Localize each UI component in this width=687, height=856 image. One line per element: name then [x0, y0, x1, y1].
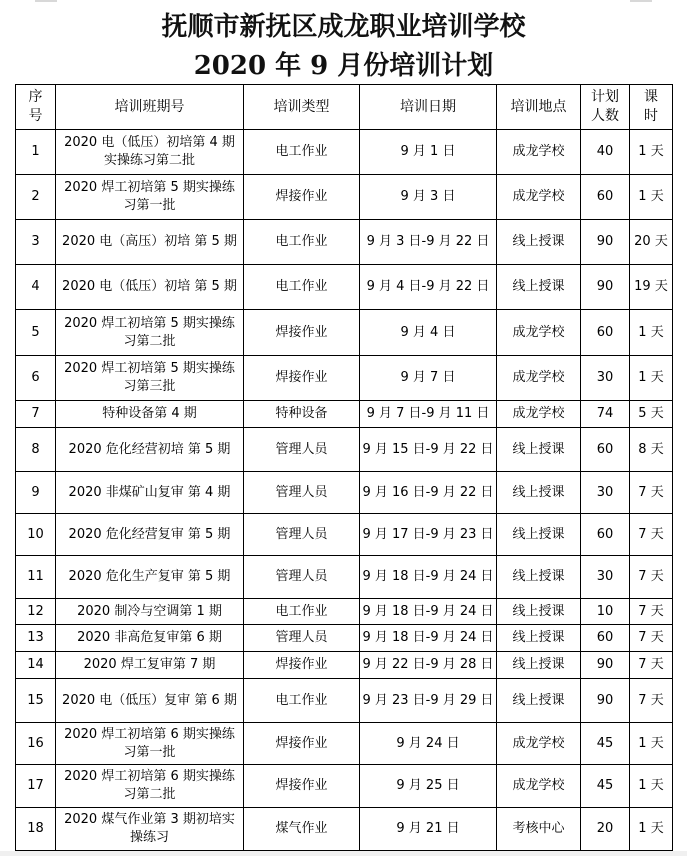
- cell-type: 电工作业: [244, 265, 360, 310]
- cell-no: 10: [16, 514, 56, 556]
- cell-duration: 1 天: [630, 765, 673, 808]
- cell-date: 9 月 24 日: [360, 723, 497, 765]
- cell-date: 9 月 22 日-9 月 28 日: [360, 652, 497, 679]
- table-row: [16, 175, 673, 220]
- training-plan-table: [15, 84, 673, 851]
- cell-duration: 7 天: [630, 514, 673, 556]
- cell-location: 成龙学校: [497, 723, 581, 765]
- cell-date: 9 月 3 日-9 月 22 日: [360, 220, 497, 265]
- cell-date: 9 月 25 日: [360, 765, 497, 808]
- cell-type: 特种设备: [244, 401, 360, 428]
- cell-type: 电工作业: [244, 599, 360, 625]
- cell-date: 9 月 7 日-9 月 11 日: [360, 401, 497, 428]
- cell-date: 9 月 18 日-9 月 24 日: [360, 625, 497, 652]
- cell-location: 成龙学校: [497, 175, 581, 220]
- cell-class: 2020 危化经营初培 第 5 期: [56, 428, 244, 472]
- cell-type: 管理人员: [244, 428, 360, 472]
- header-type: 培训类型: [244, 85, 360, 130]
- cell-date: 9 月 15 日-9 月 22 日: [360, 428, 497, 472]
- cell-type: 电工作业: [244, 220, 360, 265]
- cell-planned: 74: [581, 401, 630, 428]
- cell-location: 成龙学校: [497, 356, 581, 401]
- cell-duration: 1 天: [630, 808, 673, 851]
- cell-location: 线上授课: [497, 599, 581, 625]
- cell-type: 焊接作业: [244, 356, 360, 401]
- cell-type: 焊接作业: [244, 310, 360, 356]
- cell-class: 2020 焊工初培第 6 期实操练习第一批: [56, 723, 244, 765]
- cell-class: 特种设备第 4 期: [56, 401, 244, 428]
- cell-type: 管理人员: [244, 556, 360, 599]
- cell-no: 5: [16, 310, 56, 356]
- document-subtitle: 2020 年 9 月份培训计划: [193, 51, 494, 81]
- cell-type: 焊接作业: [244, 175, 360, 220]
- cell-date: 9 月 3 日: [360, 175, 497, 220]
- table-row: [16, 652, 673, 679]
- cell-planned: 45: [581, 765, 630, 808]
- cell-no: 1: [16, 130, 56, 175]
- table-row: [16, 808, 673, 851]
- cell-planned: 60: [581, 310, 630, 356]
- table-row: [16, 723, 673, 765]
- cell-duration: 8 天: [630, 428, 673, 472]
- cell-date: 9 月 18 日-9 月 24 日: [360, 556, 497, 599]
- table-row: [16, 679, 673, 723]
- header-no: 序号: [16, 85, 56, 130]
- page-corner-mark: [35, 0, 57, 2]
- cell-class: 2020 焊工初培第 5 期实操练习第三批: [56, 356, 244, 401]
- cell-date: 9 月 4 日-9 月 22 日: [360, 265, 497, 310]
- cell-location: 线上授课: [497, 652, 581, 679]
- cell-location: 成龙学校: [497, 401, 581, 428]
- cell-no: 9: [16, 472, 56, 514]
- table-row: [16, 265, 673, 310]
- cell-no: 13: [16, 625, 56, 652]
- cell-date: 9 月 16 日-9 月 22 日: [360, 472, 497, 514]
- header-duration: 课时: [630, 85, 673, 130]
- cell-no: 17: [16, 765, 56, 808]
- cell-class: 2020 制冷与空调第 1 期: [56, 599, 244, 625]
- cell-class: 2020 煤气作业第 3 期初培实操练习: [56, 808, 244, 851]
- cell-duration: 1 天: [630, 356, 673, 401]
- cell-planned: 10: [581, 599, 630, 625]
- cell-type: 焊接作业: [244, 765, 360, 808]
- cell-location: 线上授课: [497, 514, 581, 556]
- table-row: [16, 472, 673, 514]
- cell-class: 2020 非高危复审第 6 期: [56, 625, 244, 652]
- table-row: [16, 220, 673, 265]
- table-row: [16, 401, 673, 428]
- cell-duration: 5 天: [630, 401, 673, 428]
- cell-planned: 45: [581, 723, 630, 765]
- cell-location: 线上授课: [497, 679, 581, 723]
- cell-duration: 1 天: [630, 130, 673, 175]
- cell-location: 成龙学校: [497, 130, 581, 175]
- cell-location: 线上授课: [497, 428, 581, 472]
- cell-date: 9 月 7 日: [360, 356, 497, 401]
- cell-duration: 7 天: [630, 556, 673, 599]
- cell-no: 14: [16, 652, 56, 679]
- cell-class: 2020 电（低压）复审 第 6 期: [56, 679, 244, 723]
- cell-planned: 20: [581, 808, 630, 851]
- cell-location: 线上授课: [497, 220, 581, 265]
- cell-location: 线上授课: [497, 265, 581, 310]
- table-row: [16, 356, 673, 401]
- cell-date: 9 月 23 日-9 月 29 日: [360, 679, 497, 723]
- cell-no: 18: [16, 808, 56, 851]
- cell-class: 2020 焊工初培第 5 期实操练习第二批: [56, 310, 244, 356]
- cell-no: 16: [16, 723, 56, 765]
- cell-no: 12: [16, 599, 56, 625]
- cell-planned: 30: [581, 356, 630, 401]
- cell-duration: 19 天: [630, 265, 673, 310]
- cell-planned: 60: [581, 428, 630, 472]
- cell-class: 2020 电（高压）初培 第 5 期: [56, 220, 244, 265]
- cell-type: 管理人员: [244, 472, 360, 514]
- cell-date: 9 月 1 日: [360, 130, 497, 175]
- cell-location: 成龙学校: [497, 310, 581, 356]
- cell-date: 9 月 18 日-9 月 24 日: [360, 599, 497, 625]
- cell-duration: 7 天: [630, 472, 673, 514]
- cell-planned: 90: [581, 679, 630, 723]
- cell-no: 6: [16, 356, 56, 401]
- cell-planned: 60: [581, 514, 630, 556]
- table-row: [16, 130, 673, 175]
- cell-planned: 60: [581, 175, 630, 220]
- cell-duration: 7 天: [630, 679, 673, 723]
- cell-location: 线上授课: [497, 625, 581, 652]
- header-date: 培训日期: [360, 85, 497, 130]
- cell-type: 电工作业: [244, 130, 360, 175]
- cell-no: 3: [16, 220, 56, 265]
- cell-date: 9 月 21 日: [360, 808, 497, 851]
- table-row: [16, 625, 673, 652]
- table-row: [16, 599, 673, 625]
- cell-date: 9 月 17 日-9 月 23 日: [360, 514, 497, 556]
- cell-location: 成龙学校: [497, 765, 581, 808]
- cell-date: 9 月 4 日: [360, 310, 497, 356]
- page-corner-mark: [630, 0, 652, 2]
- cell-type: 电工作业: [244, 679, 360, 723]
- cell-duration: 7 天: [630, 652, 673, 679]
- cell-no: 8: [16, 428, 56, 472]
- cell-type: 煤气作业: [244, 808, 360, 851]
- table-row: [16, 428, 673, 472]
- cell-no: 15: [16, 679, 56, 723]
- cell-duration: 1 天: [630, 310, 673, 356]
- cell-planned: 90: [581, 265, 630, 310]
- cell-duration: 1 天: [630, 723, 673, 765]
- cell-no: 7: [16, 401, 56, 428]
- cell-class: 2020 电（低压）初培 第 5 期: [56, 265, 244, 310]
- header-class: 培训班期号: [56, 85, 244, 130]
- table-row: [16, 556, 673, 599]
- cell-duration: 1 天: [630, 175, 673, 220]
- cell-class: 2020 焊工复审第 7 期: [56, 652, 244, 679]
- cell-type: 管理人员: [244, 514, 360, 556]
- table-row: [16, 514, 673, 556]
- table-row: [16, 765, 673, 808]
- cell-duration: 7 天: [630, 625, 673, 652]
- cell-class: 2020 电（低压）初培第 4 期实操练习第二批: [56, 130, 244, 175]
- cell-no: 11: [16, 556, 56, 599]
- cell-planned: 30: [581, 556, 630, 599]
- cell-planned: 90: [581, 220, 630, 265]
- cell-type: 焊接作业: [244, 652, 360, 679]
- document-title: 抚顺市新抚区成龙职业培训学校: [161, 12, 526, 42]
- header-planned: 计划人数: [581, 85, 630, 130]
- cell-location: 线上授课: [497, 556, 581, 599]
- cell-planned: 60: [581, 625, 630, 652]
- cell-type: 管理人员: [244, 625, 360, 652]
- cell-no: 4: [16, 265, 56, 310]
- cell-class: 2020 焊工初培第 6 期实操练习第二批: [56, 765, 244, 808]
- cell-duration: 20 天: [630, 220, 673, 265]
- header-location: 培训地点: [497, 85, 581, 130]
- page-bottom-strip: [0, 851, 687, 856]
- cell-planned: 40: [581, 130, 630, 175]
- cell-class: 2020 焊工初培第 5 期实操练习第一批: [56, 175, 244, 220]
- cell-class: 2020 非煤矿山复审 第 4 期: [56, 472, 244, 514]
- table-row: [16, 310, 673, 356]
- table-header-row: [16, 85, 673, 130]
- cell-planned: 90: [581, 652, 630, 679]
- cell-location: 考核中心: [497, 808, 581, 851]
- cell-class: 2020 危化经营复审 第 5 期: [56, 514, 244, 556]
- cell-location: 线上授课: [497, 472, 581, 514]
- cell-planned: 30: [581, 472, 630, 514]
- cell-class: 2020 危化生产复审 第 5 期: [56, 556, 244, 599]
- cell-type: 焊接作业: [244, 723, 360, 765]
- cell-duration: 7 天: [630, 599, 673, 625]
- cell-no: 2: [16, 175, 56, 220]
